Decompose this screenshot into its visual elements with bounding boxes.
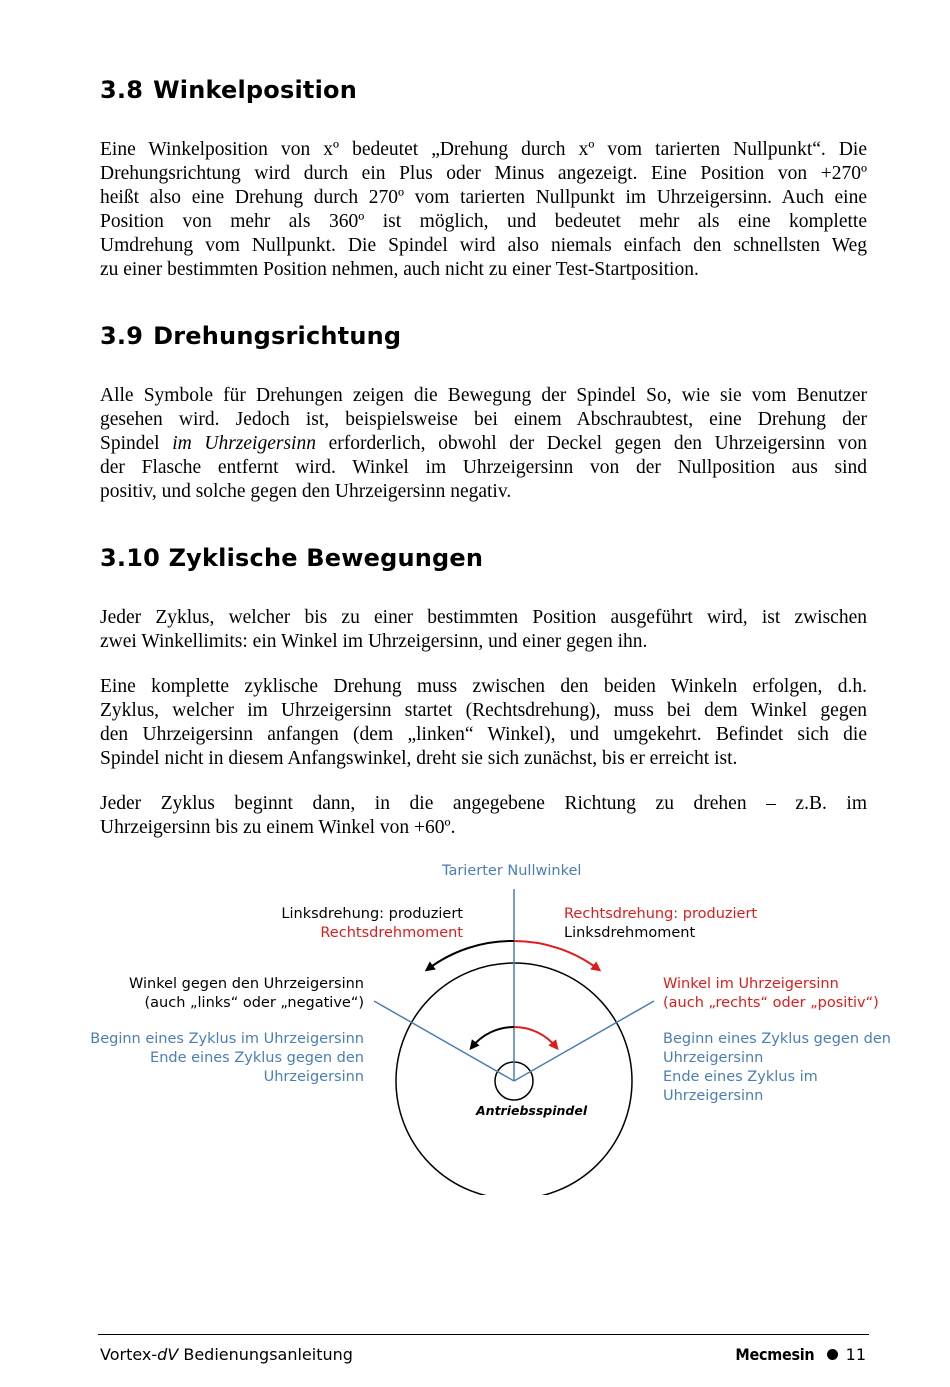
text-line: Jeder Zyklus beginnt dann, in die angegebene Richtung zu drehen – z.B. im	[100, 793, 867, 814]
paragraph-winkelposition	[100, 138, 867, 282]
footer-doc-title	[100, 1345, 353, 1364]
text-line	[100, 432, 867, 456]
right-angle-label	[663, 975, 879, 1013]
section-title: Zyklische Bewegungen	[168, 544, 484, 572]
footer-divider	[98, 1334, 869, 1335]
label-line: Ende eines Zyklus gegen den	[150, 1050, 364, 1066]
text-fragment: Spindel	[100, 433, 173, 454]
counterclockwise-outer-arrow	[428, 941, 514, 969]
text-line: gesehen wird. Jedoch ist, beispielsweise bei einem Abschraubtest, eine Drehung der	[100, 409, 867, 430]
counterclockwise-inner-arrow	[472, 1027, 514, 1047]
label-line: Linksdrehung: produziert	[281, 906, 463, 922]
text-fragment: erforderlich, obwohl der Deckel gegen den Uhrzeigersinn von	[315, 433, 867, 454]
left-angle-line	[374, 1001, 514, 1081]
text-line: heißt also eine Drehung durch 270º vom tarierten Nullpunkt im Uhrzeigersinn. Auch eine	[100, 187, 867, 208]
label-line: Ende eines Zyklus im	[663, 1069, 818, 1085]
page-number: 11	[845, 1345, 866, 1364]
label-line: Winkel gegen den Uhrzeigersinn	[128, 976, 364, 992]
footer-text: Bedienungsanleitung	[178, 1345, 353, 1364]
label-line: Linksdrehmoment	[564, 925, 696, 941]
label-line: (auch „links“ oder „negative“)	[144, 995, 364, 1011]
label-line: (auch „rechts“ oder „positiv“)	[663, 995, 879, 1011]
footer-brand-page	[731, 1345, 866, 1364]
left-torque-label	[281, 905, 463, 943]
text-line: zwei Winkellimits: ein Winkel im Uhrzeigersinn, und einer gegen ihn.	[100, 631, 648, 652]
section-number: 3.9	[100, 322, 144, 350]
text-line: Zyklus, welcher im Uhrzeigersinn startet (Rechtsdrehung), muss bei dem Winkel gegen	[100, 700, 867, 721]
paragraph-zyklus-1	[100, 606, 867, 654]
label-line: Beginn eines Zyklus gegen den	[663, 1031, 891, 1047]
footer-text: Vortex-	[100, 1345, 158, 1364]
text-line: Drehungsrichtung wird durch ein Plus oder Minus angezeigt. Eine Position von +270º	[100, 163, 867, 184]
paragraph-drehungsrichtung	[100, 384, 867, 504]
text-line: Eine komplette zyklische Drehung muss zwischen den beiden Winkeln erfolgen, d.h.	[100, 676, 867, 697]
label-line: Uhrzeigersinn	[663, 1050, 764, 1066]
paragraph-zyklus-2	[100, 675, 867, 771]
emphasis-text: im Uhrzeigersinn	[172, 433, 316, 454]
section-heading-3-10	[100, 544, 483, 572]
text-line: Spindel nicht in diesem Anfangswinkel, dreht sie sich zunächst, bis er erreicht ist.	[100, 748, 738, 769]
text-line: der Flasche entfernt wird. Winkel im Uhrzeigersinn von der Nullposition aus sind	[100, 457, 867, 478]
text-line: Umdrehung vom Nullpunkt. Die Spindel wird also niemals einfach den schnellsten Weg	[100, 235, 867, 256]
text-line: Eine Winkelposition von xº bedeutet „Drehung durch xº vom tarierten Nullpunkt“. Die	[100, 139, 867, 160]
clockwise-inner-arrow	[514, 1027, 556, 1047]
text-line: positiv, und solche gegen den Uhrzeigersinn negativ.	[100, 481, 512, 502]
brand-logo: Mecmesin	[735, 1345, 815, 1364]
right-angle-line	[514, 1001, 654, 1081]
text-line: Uhrzeigersinn bis zu einem Winkel von +60º.	[100, 817, 456, 838]
label-line: Beginn eines Zyklus im Uhrzeigersinn	[90, 1031, 364, 1047]
label-line: Rechtsdrehmoment	[320, 925, 463, 941]
footer-text-em: dV	[157, 1345, 179, 1364]
section-title: Winkelposition	[153, 76, 357, 104]
label-line: Rechtsdrehung: produziert	[564, 906, 758, 922]
diagram-graphic	[0, 855, 950, 1195]
text-line: zu einer bestimmten Position nehmen, auch nicht zu einer Test-Startposition.	[100, 259, 699, 280]
section-title: Drehungsrichtung	[153, 322, 402, 350]
clockwise-outer-arrow	[514, 941, 598, 969]
right-torque-label	[564, 905, 757, 943]
section-heading-3-9	[100, 322, 401, 350]
bullet-dot-icon	[827, 1349, 838, 1360]
zero-angle-label: Tarierter Nullwinkel	[442, 863, 582, 879]
text-line: Jeder Zyklus, welcher bis zu einer bestimmten Position ausgeführt wird, ist zwischen	[100, 607, 867, 628]
text-line: Alle Symbole für Drehungen zeigen die Bewegung der Spindel So, wie sie vom Benutzer	[100, 385, 867, 406]
paragraph-zyklus-3	[100, 792, 867, 840]
right-cycle-label	[663, 1030, 891, 1106]
label-line: Uhrzeigersinn	[263, 1069, 364, 1085]
rotation-diagram	[0, 855, 950, 1195]
text-line: den Uhrzeigersinn anfangen (dem „linken“ Winkel), und umgekehrt. Befindet sich die	[100, 724, 867, 745]
spindle-label: Antriebsspindel	[476, 1103, 588, 1118]
section-heading-3-8	[100, 76, 357, 104]
label-line: Winkel im Uhrzeigersinn	[663, 976, 839, 992]
text-line: Position von mehr als 360º ist möglich, und bedeutet mehr als eine komplette	[100, 211, 867, 232]
section-number: 3.8	[100, 76, 144, 104]
label-line: Uhrzeigersinn	[663, 1088, 764, 1104]
left-cycle-label	[90, 1030, 364, 1087]
left-angle-label	[129, 975, 364, 1013]
section-number: 3.10	[100, 544, 161, 572]
